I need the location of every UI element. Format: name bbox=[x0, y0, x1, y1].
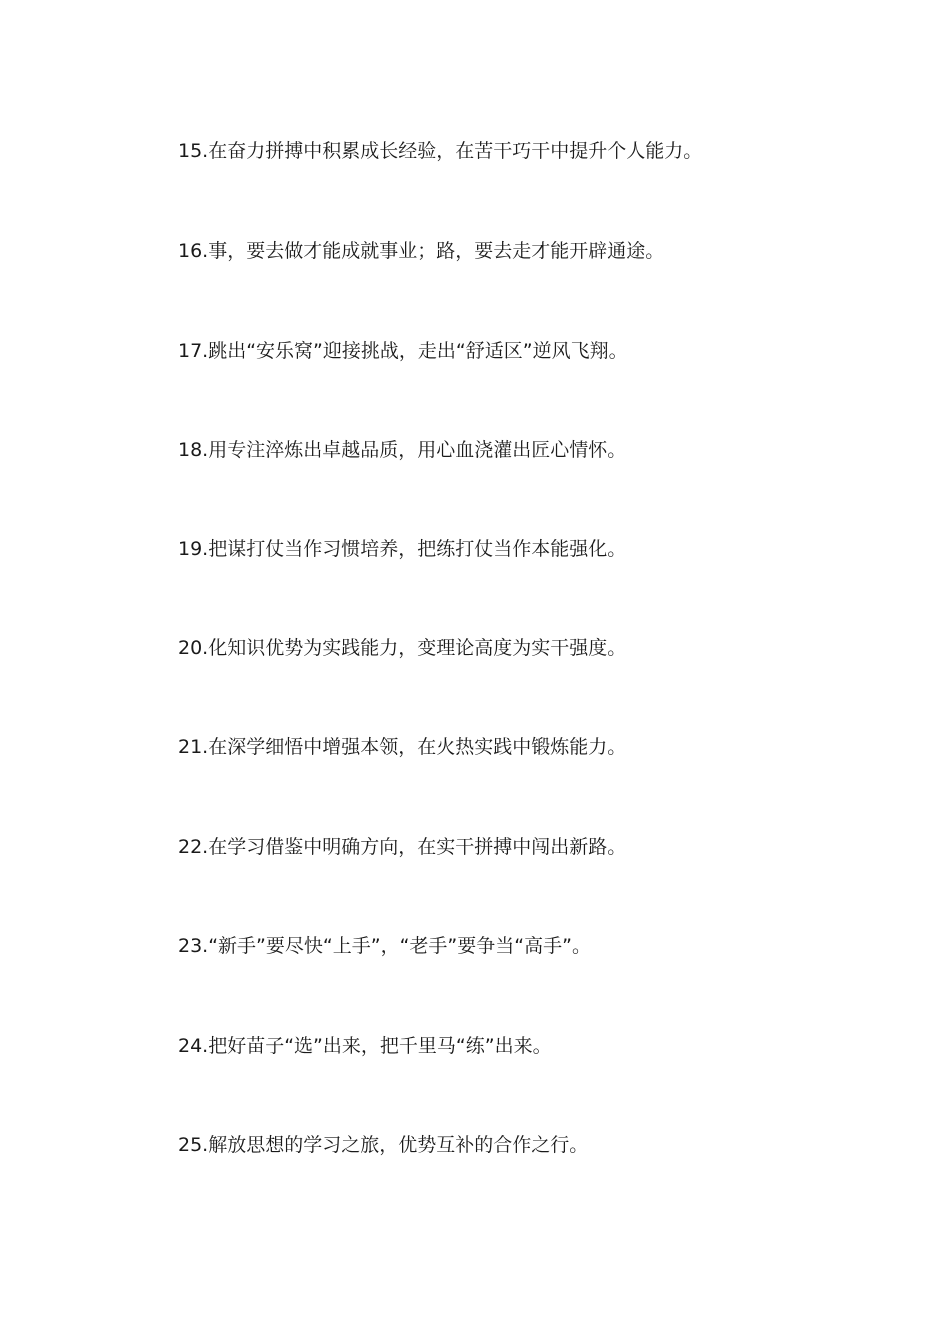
list-item: 16.事，要去做才能成就事业；路，要去走才能开辟通途。 bbox=[178, 240, 665, 262]
list-item: 20.化知识优势为实践能力，变理论高度为实干强度。 bbox=[178, 637, 627, 659]
list-item: 15.在奋力拼搏中积累成长经验，在苦干巧干中提升个人能力。 bbox=[178, 140, 703, 162]
list-item: 21.在深学细悟中增强本领，在火热实践中锻炼能力。 bbox=[178, 736, 627, 758]
list-item: 24.把好苗子“选”出来，把千里马“练”出来。 bbox=[178, 1035, 552, 1057]
list-item: 19.把谋打仗当作习惯培养，把练打仗当作本能强化。 bbox=[178, 538, 627, 560]
list-item: 22.在学习借鉴中明确方向，在实干拼搏中闯出新路。 bbox=[178, 836, 627, 858]
list-item: 17.跳出“安乐窝”迎接挑战，走出“舒适区”逆风飞翔。 bbox=[178, 340, 628, 362]
list-item: 18.用专注淬炼出卓越品质，用心血浇灌出匠心情怀。 bbox=[178, 439, 627, 461]
list-item: 23.“新手”要尽快“上手”，“老手”要争当“高手”。 bbox=[178, 935, 591, 957]
list-item: 25.解放思想的学习之旅，优势互补的合作之行。 bbox=[178, 1134, 589, 1156]
